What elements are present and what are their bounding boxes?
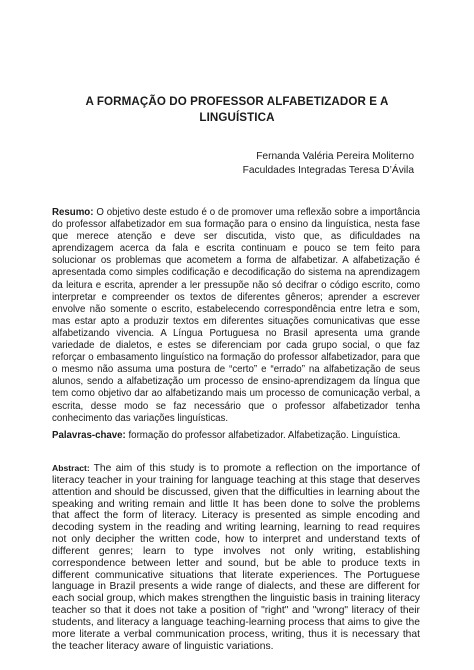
author-block	[154, 150, 414, 178]
author-affiliation: Faculdades Integradas Teresa D’Ávila	[242, 165, 414, 176]
resumo-text: O objetivo deste estudo é o de promover uma reflexão sobre a importância do professor alfabetizador em sua formação para o ensino da linguística, nesta fase que merece atenção e deve ser discutida, visto que, as dificuldades na aprendizagem acerca da fala e escrita continuam e pouco se tem feito para solucionar os problemas que acometem a forma de alfabetizar. A alfabetização é apresentada como simples codificação e decodificação do sistema na aprendizagem da leitura e escrita, aprender a ler pressupõe não só decifrar o código escrito, como interpretar e compreender os textos de diferentes gêneros; aprender a escrever envolve não somente o escrito, estabelecendo correspondência entre letra e som, mas estar apto a produzir textos em diferentes situações comunicativas que esse alfabetizando vivencia. A Língua Portuguesa no Brasil apresenta uma grande variedade de dialetos, e estes se diferenciam por cada grupo social, o que faz reforçar o embasamento linguístico na formação do professor alfabetizador, para que o mesmo não assuma uma postura de “certo” e “errado” na alfabetização de seus alunos, sendo a alfabetização um processo de ensino-aprendizagem da língua que tem como objetivo dar ao alfabetizando mais um processo de comunicação verbal, a escrita, desse modo se faz necessário que o professor alfabetizador tenha conhecimento das variações linguísticas.	[52, 207, 421, 424]
paper-title	[40, 94, 434, 126]
title-line-2: LINGUÍSTICA	[199, 111, 275, 124]
abstract-text: The aim of this study is to promote a reflection on the importance of literacy teacher in your training for language teaching at this stage that deserves attention and should be discussed, given that the difficulties in learning about the speaking and writing remain and little It has been done to solve the problems that affect the form of literacy. Literacy is presented as simple encoding and decoding system in the reading and writing learning, learning to read requires not only decipher the written code, how to interpret and understand texts of different genres; learn to type involves not only writing, establishing correspondence between letter and sound, but be able to produce texts in different communicative situations that literate experiences. The Portuguese language in Brazil presents a wide range of dialects, and these are different for each social group, which makes strengthen the linguistic basis in training literacy teacher so that it does not take a position of "right" and "wrong" literacy of their students, and literacy a language teaching-learning process that aims to give the more literate a verbal communication process, writing, thus it is necessary that the teacher literacy aware of linguistic variations.	[52, 463, 420, 652]
keywords-text: formação do professor alfabetizador. Alfabetização. Linguística.	[128, 430, 401, 441]
resumo-paragraph	[52, 207, 420, 425]
author-name: Fernanda Valéria Pereira Moliterno	[256, 151, 414, 162]
keywords-paragraph	[52, 430, 420, 442]
abstract-label: Abstract:	[52, 463, 94, 473]
title-line-1: A FORMAÇÃO DO PROFESSOR ALFABETIZADOR E A	[85, 95, 389, 108]
keywords-label: Palavras-chave:	[52, 430, 129, 441]
resumo-label: Resumo:	[52, 207, 97, 218]
abstract-paragraph	[52, 463, 420, 653]
